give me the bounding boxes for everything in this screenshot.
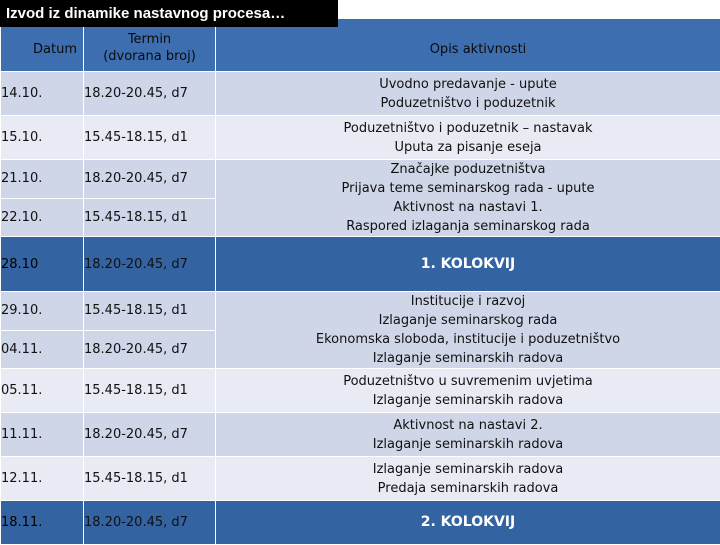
term-cell: 18.20-20.45, d7 (84, 501, 216, 545)
description-line: Prijava teme seminarskog rada - upute (216, 179, 720, 198)
slide-title: Izvod iz dinamike nastavnog procesa… (0, 0, 338, 27)
description-line: Značajke poduzetništva (216, 160, 720, 179)
description-line: Izlaganje seminarskih radova (216, 460, 720, 479)
description-cell (216, 413, 720, 457)
date-cell: 28.10 (1, 237, 84, 292)
date-cell: 05.11. (1, 369, 84, 413)
table-row (1, 413, 720, 457)
term-cell: 18.20-20.45, d7 (84, 237, 216, 292)
description-line: Izlaganje seminarskih radova (216, 349, 720, 368)
date-cell: 12.11. (1, 457, 84, 501)
term-cell: 18.20-20.45, d7 (84, 160, 216, 199)
table-row (1, 160, 720, 199)
date-cell: 21.10. (1, 160, 84, 199)
header-description: Opis aktivnosti (216, 19, 720, 72)
date-cell: 11.11. (1, 413, 84, 457)
term-cell: 18.20-20.45, d7 (84, 413, 216, 457)
description-line: Institucije i razvoj (216, 292, 720, 311)
description-line: Izlaganje seminarskih radova (216, 391, 720, 410)
description-cell (216, 160, 720, 237)
header-date: Datum (1, 19, 84, 72)
description-cell (216, 457, 720, 501)
description-line: Aktivnost na nastavi 1. (216, 198, 720, 217)
description-line: Izlaganje seminarskog rada (216, 311, 720, 330)
date-cell: 14.10. (1, 72, 84, 116)
term-cell: 15.45-18.15, d1 (84, 116, 216, 160)
term-cell: 15.45-18.15, d1 (84, 292, 216, 331)
table-row (1, 457, 720, 501)
schedule-table (0, 18, 720, 545)
term-cell: 18.20-20.45, d7 (84, 72, 216, 116)
description-line: Izlaganje seminarskih radova (216, 435, 720, 454)
description-cell (216, 292, 720, 369)
description-line: Uvodno predavanje - upute (216, 75, 720, 94)
term-cell: 15.45-18.15, d1 (84, 457, 216, 501)
table-row (1, 116, 720, 160)
table-row (1, 72, 720, 116)
description-cell (216, 72, 720, 116)
description-line: Raspored izlaganja seminarskog rada (216, 217, 720, 236)
term-cell: 15.45-18.15, d1 (84, 198, 216, 237)
description-line: Aktivnost na nastavi 2. (216, 416, 720, 435)
description-cell (216, 116, 720, 160)
table-row-kolokvij (1, 501, 720, 545)
description-line: Poduzetništvo i poduzetnik – nastavak (216, 119, 720, 138)
date-cell: 15.10. (1, 116, 84, 160)
description-line: Uputa za pisanje eseja (216, 138, 720, 157)
term-cell: 15.45-18.15, d1 (84, 369, 216, 413)
date-cell: 18.11. (1, 501, 84, 545)
header-term-line2: (dvorana broj) (84, 48, 215, 65)
date-cell: 29.10. (1, 292, 84, 331)
description-cell: 2. KOLOKVIJ (216, 501, 720, 545)
table-row (1, 369, 720, 413)
table-row (1, 292, 720, 331)
description-cell: 1. KOLOKVIJ (216, 237, 720, 292)
description-line: Poduzetništvo u suvremenim uvjetima (216, 372, 720, 391)
term-cell: 18.20-20.45, d7 (84, 330, 216, 369)
header-term-line1: Termin (84, 31, 215, 48)
date-cell: 22.10. (1, 198, 84, 237)
description-cell (216, 369, 720, 413)
table-row-kolokvij (1, 237, 720, 292)
date-cell: 04.11. (1, 330, 84, 369)
description-line: Ekonomska sloboda, institucije i poduzetništvo (216, 330, 720, 349)
description-line: Poduzetništvo i poduzetnik (216, 94, 720, 113)
description-line: Predaja seminarskih radova (216, 479, 720, 498)
